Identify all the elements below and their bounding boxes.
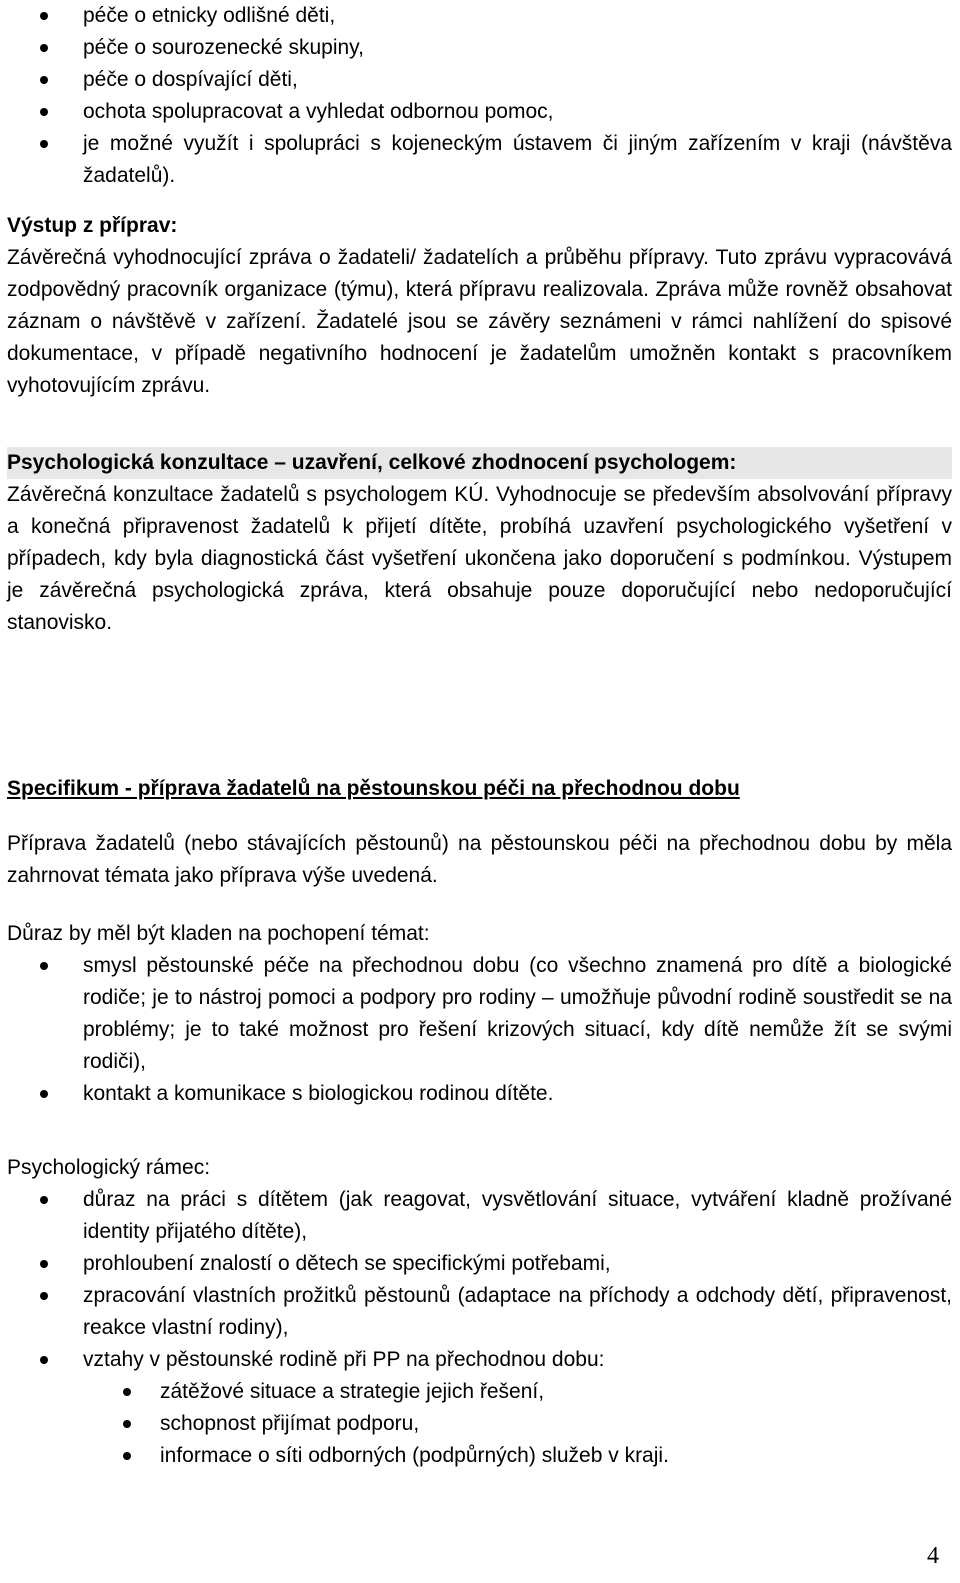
ramec-section [7, 1152, 952, 1472]
vystup-paragraph: Závěrečná vyhodnocující zpráva o žadateli/ žadatelích a průběhu přípravy. Tuto zprávu vypracovává zodpovědný pracovník organizace (týmu), která přípravu realizovala. Zpráva může rovněž obsahovat záznam o návštěvě v zařízení. Žadatelé jsou se závěry seznámeni v rámci nahlížení do spisové dokumentace, v případě negativního hodnocení je žadatelům umožněn kontakt s pracovníkem vyhotovujícím zprávu. [7, 246, 952, 397]
ramec-heading: Psychologický rámec: [7, 1156, 211, 1179]
list-item: je možné využít i spolupráci s kojeneckým ústavem či jiným zařízením v kraji (návštěva žadatelů). [7, 128, 952, 192]
list-item: kontakt a komunikace s biologickou rodinou dítěte. [7, 1078, 952, 1110]
list-item: vztahy v pěstounské rodině při PP na přechodnou dobu: [7, 1344, 952, 1376]
psych-konzultace-section [7, 447, 952, 639]
duraz-list [7, 950, 952, 1110]
list-item: péče o etnicky odlišné děti, [7, 0, 952, 32]
duraz-section [7, 918, 952, 1110]
sub-list-item: zátěžové situace a strategie jejich řešení, [7, 1376, 952, 1408]
specifikum-paragraph: Příprava žadatelů (nebo stávajících pěstounů) na pěstounskou péči na přechodnou dobu by měla zahrnovat témata jako příprava výše uvedená. [7, 832, 952, 887]
sub-list-item: schopnost přijímat podporu, [7, 1408, 952, 1440]
list-item: smysl pěstounské péče na přechodnou dobu (co všechno znamená pro dítě a biologické rodiče; je to nástroj pomoci a podpory pro rodiny – umožňuje původní rodině soustředit se na problémy; je to také možnost pro řešení krizových situací, kdy dítě nemůže žít se svými rodiči), [7, 950, 952, 1078]
list-item: péče o dospívající děti, [7, 64, 952, 96]
list-item: důraz na práci s dítětem (jak reagovat, vysvětlování situace, vytváření kladně prožívané identity přijatého dítěte), [7, 1184, 952, 1248]
top-bullet-list [7, 0, 952, 192]
ramec-list [7, 1184, 952, 1376]
duraz-heading: Důraz by měl být kladen na pochopení témat: [7, 922, 430, 945]
list-item: péče o sourozenecké skupiny, [7, 32, 952, 64]
list-item: ochota spolupracovat a vyhledat odbornou pomoc, [7, 96, 952, 128]
list-item: prohloubení znalostí o dětech se specifickými potřebami, [7, 1248, 952, 1280]
psych-konzultace-heading: Psychologická konzultace – uzavření, celkové zhodnocení psychologem: [7, 447, 952, 479]
psych-konzultace-paragraph: Závěrečná konzultace žadatelů s psychologem KÚ. Vyhodnocuje se především absolvování přípravy a konečná připravenost žadatelů k přijetí dítěte, probíhá uzavření psychologického vyšetření v případech, kdy byla diagnostická část vyšetření ukončena jako doporučení s podmínkou. Výstupem je závěrečná psychologická zpráva, která obsahuje pouze doporučující nebo nedoporučující stanovisko. [7, 483, 952, 634]
page-number: 4 [927, 1543, 939, 1569]
ramec-sublist [7, 1376, 952, 1472]
specifikum-heading: Specifikum - příprava žadatelů na pěstounskou péči na přechodnou dobu [7, 777, 740, 800]
vystup-section [7, 210, 952, 402]
list-item: zpracování vlastních prožitků pěstounů (adaptace na příchody a odchody dětí, připravenost, reakce vlastní rodiny), [7, 1280, 952, 1344]
vystup-heading: Výstup z příprav: [7, 214, 178, 237]
sub-list-item: informace o síti odborných (podpůrných) služeb v kraji. [7, 1440, 952, 1472]
